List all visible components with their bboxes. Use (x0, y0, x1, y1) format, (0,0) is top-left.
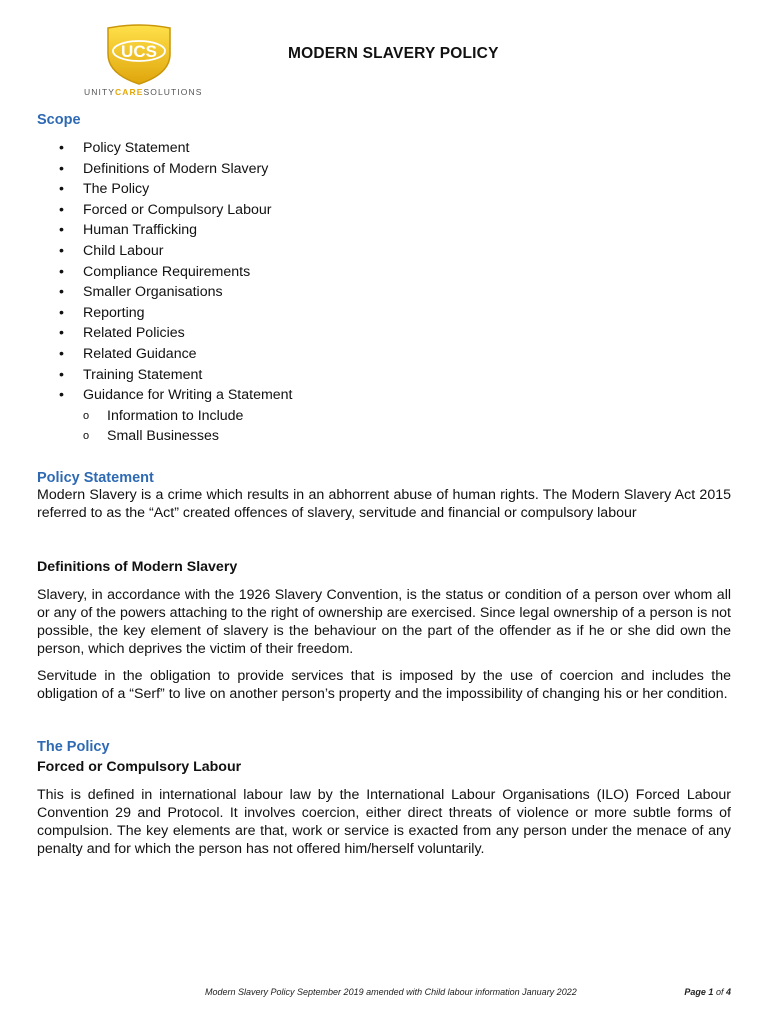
bullet-icon: • (59, 304, 64, 321)
policy-statement-text: Modern Slavery is a crime which results in an abhorrent abuse of human rights. The Modern Slavery Act 2015 referred to as the “Act” created offences of slavery, servitude and financial or compulsory labour (37, 486, 731, 521)
scope-item: • Guidance for Writing a Statement (37, 385, 731, 406)
scope-item: • Human Trafficking (37, 220, 731, 241)
circle-bullet-icon: o (83, 409, 90, 422)
bullet-icon: • (59, 140, 64, 156)
definitions-heading: Definitions of Modern Slavery (37, 558, 238, 575)
bullet-icon: • (59, 222, 64, 239)
scope-subitem: o Information to Include (37, 406, 731, 427)
scope-item: • Forced or Compulsory Labour (37, 200, 731, 221)
bullet-icon: • (59, 181, 64, 198)
scope-item: • Definitions of Modern Slavery (37, 159, 731, 180)
scope-item: • Reporting (37, 303, 731, 324)
scope-item: • The Policy (37, 179, 731, 200)
definitions-paragraph-2: Servitude in the obligation to provide services that is imposed by the use of coercion and includes the obligation of a “Serf” to live on another person’s property and the impossibility of changing his or her condition. (37, 667, 731, 702)
circle-bullet-icon: o (83, 430, 90, 443)
shield-logo-icon (100, 24, 178, 86)
scope-item: • Child Labour (37, 241, 731, 262)
scope-heading: Scope (37, 112, 81, 128)
bullet-icon: • (59, 160, 64, 177)
forced-labour-heading: Forced or Compulsory Labour (37, 758, 242, 775)
bullet-icon: • (59, 201, 64, 218)
document-body (37, 112, 731, 858)
logo-wordmark: UNITYCARESOLUTIONS (84, 87, 203, 97)
page-number: Page 1 of 4 (684, 987, 731, 997)
bullet-icon: • (59, 325, 64, 342)
logo-initials: UCS (121, 42, 157, 61)
scope-item: • Policy Statement (37, 138, 731, 159)
bullet-icon: • (59, 242, 64, 259)
scope-item: • Smaller Organisations (37, 282, 731, 303)
scope-item: • Related Policies (37, 323, 731, 344)
forced-labour-text: This is defined in international labour law by the International Labour Organisations (ILO) Forced Labour Convention 29 and Protocol. It involves coercion, either direct threats of violence or more subtle forms of compulsion. The key elements are that, work or service is exacted from any person under the menace of any penalty and for which the person has not offered him/herself voluntarily. (37, 786, 731, 857)
bullet-icon: • (59, 387, 64, 404)
the-policy-heading: The Policy (37, 738, 110, 755)
definitions-paragraph-1: Slavery, in accordance with the 1926 Slavery Convention, is the status or condition of a person over whom all or any of the powers attaching to the right of ownership are exercised. Since legal ownership of a person is not possible, the key element of slavery is the behaviour on the part of the offender as if he or she did own the person, which deprives the victim of their freedom. (37, 586, 731, 657)
policy-statement-heading: Policy Statement (37, 469, 154, 486)
bullet-icon: • (59, 263, 64, 280)
scope-item: • Compliance Requirements (37, 262, 731, 283)
scope-list (37, 138, 731, 447)
bullet-icon: • (59, 345, 64, 362)
company-logo (84, 24, 203, 102)
bullet-icon: • (59, 284, 64, 301)
scope-item: • Training Statement (37, 365, 731, 386)
bullet-icon: • (59, 366, 64, 383)
scope-subitem: o Small Businesses (37, 426, 731, 447)
footer-document-info: Modern Slavery Policy September 2019 amended with Child labour information January 2022 (205, 987, 577, 997)
scope-item: • Related Guidance (37, 344, 731, 365)
document-title: MODERN SLAVERY POLICY (288, 45, 499, 62)
